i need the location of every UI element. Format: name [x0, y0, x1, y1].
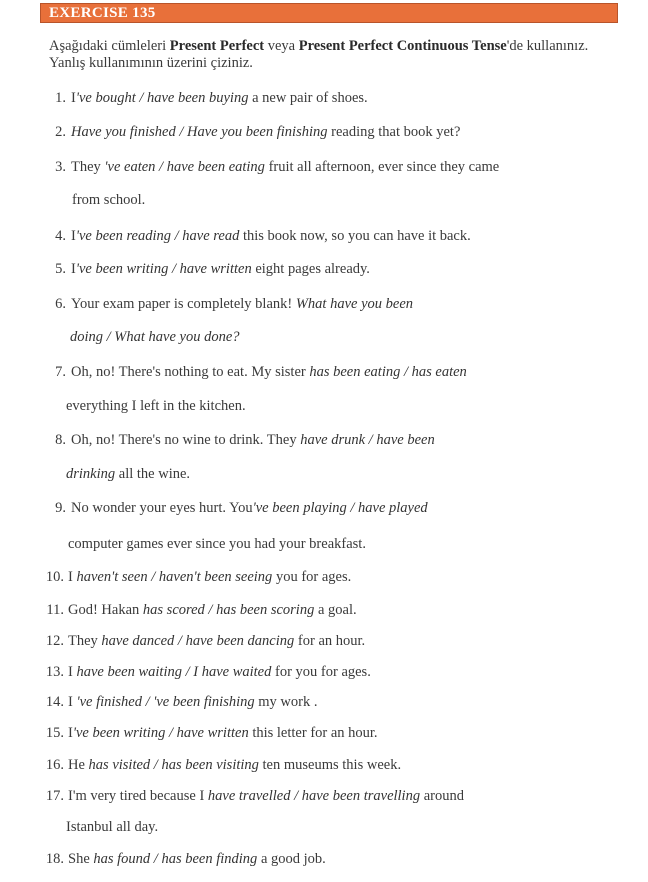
item-continuation [66, 398, 246, 415]
item-lead: He [68, 757, 89, 773]
item-lead: They [71, 159, 105, 175]
instructions-line-2: Yanlış kullanımının üzerini çiziniz. [49, 55, 253, 71]
item-text [71, 90, 368, 107]
item-tail: fruit all afternoon, ever since they came [264, 159, 500, 175]
item-lead: No wonder your eyes hurt. You [71, 500, 253, 516]
item-lead: I [68, 725, 73, 741]
item-text [68, 725, 378, 742]
item-tail: a good job. [257, 851, 326, 867]
item-lead: I [71, 261, 76, 277]
item-text [71, 364, 467, 381]
item-tail: a new pair of shoes. [248, 90, 368, 106]
item-lead: I'm very tired because I [68, 788, 208, 804]
item-tail: for an hour. [294, 633, 366, 649]
item-choice: has scored / has been scoring [142, 602, 315, 618]
item-cont-text: computer games ever since you had your breakfast. [68, 536, 366, 552]
item-number: 6. [55, 296, 66, 312]
item-lead: I [68, 694, 77, 710]
item-lead: I [68, 664, 77, 680]
instructions [49, 38, 619, 72]
item-number: 16. [45, 757, 64, 773]
item-text [68, 757, 401, 774]
item-lead: Your exam paper is completely blank! [71, 296, 296, 312]
item-text [68, 694, 317, 711]
item-choice: haven't seen / haven't been seeing [76, 569, 273, 585]
item-choice: 've been reading / have read [75, 228, 240, 244]
item-choice: have drunk / have been [300, 432, 435, 448]
item-choice: have travelled / have been travelling [207, 788, 421, 804]
item-cont-text: all the wine. [115, 466, 191, 482]
item-lead: They [68, 633, 102, 649]
item-continuation [68, 536, 366, 553]
item-text [71, 124, 460, 141]
item-number: 13. [45, 664, 64, 680]
item-tail: reading that book yet? [327, 124, 461, 140]
item-text [68, 633, 365, 650]
item-choice: has visited / has been visiting [88, 757, 259, 773]
item-tail: eight pages already. [251, 261, 370, 277]
item-text [71, 296, 413, 313]
item-choice: Have you finished / Have you been finishing [71, 124, 328, 140]
item-number: 15. [45, 725, 64, 741]
item-choice-cont: doing / What have you done? [70, 329, 240, 345]
item-choice: 've been writing / have written [72, 725, 249, 741]
item-tail: for you for ages. [271, 664, 371, 680]
item-lead: I [71, 90, 76, 106]
item-tail: this letter for an hour. [248, 725, 378, 741]
item-tail: this book now, so you can have it back. [239, 228, 471, 244]
item-cont-text: Istanbul all day. [66, 819, 159, 835]
item-number: 10. [45, 569, 64, 585]
instructions-line-1: Aşağıdaki cümleleri Present Perfect veya Present Perfect Continuous Tense'de kullanınız. [49, 38, 589, 54]
item-lead: I [68, 569, 77, 585]
item-choice: 've finished / 've been finishing [76, 694, 255, 710]
item-tail: ten museums this week. [258, 757, 402, 773]
item-number: 3. [55, 159, 66, 175]
item-number: 18. [45, 851, 64, 867]
item-number: 14. [45, 694, 64, 710]
item-lead: Oh, no! There's nothing to eat. My sister [71, 364, 310, 380]
item-continuation [66, 819, 158, 836]
item-number: 8. [55, 432, 66, 448]
item-choice: have been waiting / I have waited [76, 664, 272, 680]
item-choice: 've eaten / have been eating [104, 159, 265, 175]
item-lead: God! Hakan [68, 602, 143, 618]
item-continuation [70, 329, 240, 346]
item-lead: She [68, 851, 94, 867]
item-text [71, 228, 471, 245]
item-continuation [66, 466, 190, 483]
item-cont-text: from school. [72, 192, 146, 208]
item-choice: 've bought / have been buying [75, 90, 249, 106]
item-number: 12. [45, 633, 64, 649]
item-text [68, 788, 464, 805]
item-number: 17. [45, 788, 64, 804]
item-text [71, 432, 435, 449]
item-choice: What have you been [295, 296, 414, 312]
item-continuation [72, 192, 145, 209]
exercise-header-bar [40, 3, 618, 23]
item-number: 1. [55, 90, 66, 106]
item-choice: 've been writing / have written [75, 261, 252, 277]
item-text [71, 261, 370, 278]
item-number: 2. [55, 124, 66, 140]
item-choice-cont: drinking [66, 466, 116, 482]
item-text [71, 500, 428, 517]
item-lead: I [71, 228, 76, 244]
exercise-title: EXERCISE 135 [49, 5, 156, 21]
item-tail: around [420, 788, 464, 804]
item-choice: has been eating / has eaten [309, 364, 467, 380]
item-cont-text: everything I left in the kitchen. [66, 398, 246, 414]
item-number: 9. [55, 500, 66, 516]
item-lead: Oh, no! There's no wine to drink. They [71, 432, 301, 448]
item-text [68, 664, 371, 681]
item-text [68, 569, 351, 586]
item-text [68, 602, 357, 619]
item-choice: has found / has been finding [93, 851, 258, 867]
item-number: 5. [55, 261, 66, 277]
item-number: 7. [55, 364, 66, 380]
item-number: 4. [55, 228, 66, 244]
item-choice: 've been playing / have played [252, 500, 428, 516]
item-tail: you for ages. [272, 569, 352, 585]
item-tail: a goal. [314, 602, 357, 618]
item-text [71, 159, 499, 176]
item-text [68, 851, 326, 868]
item-choice: have danced / have been dancing [101, 633, 295, 649]
item-number: 11. [46, 602, 64, 618]
item-tail: my work . [254, 694, 318, 710]
